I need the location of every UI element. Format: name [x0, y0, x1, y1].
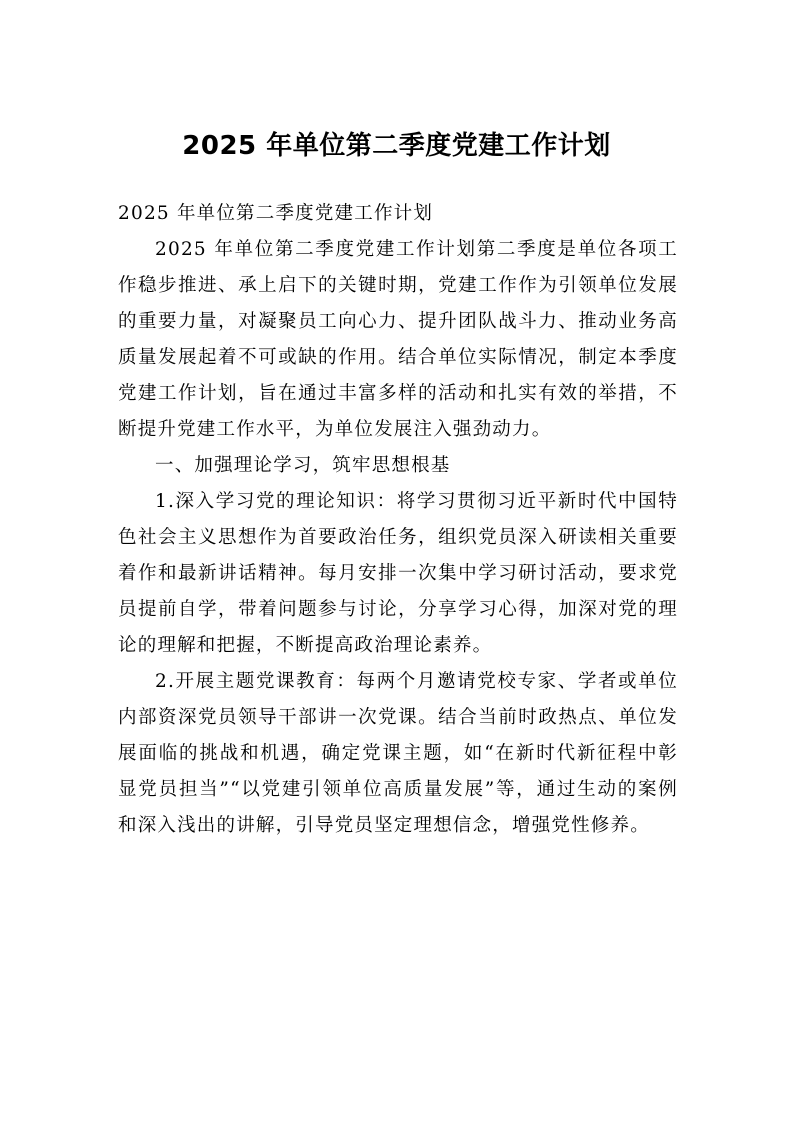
document-body	[118, 196, 678, 844]
paragraph-item-2: 2.开展主题党课教育：每两个月邀请党校专家、学者或单位内部资深党员领导干部讲一次党课。结合当前时政热点、单位发展面临的挑战和机遇，确定党课主题，如“在新时代新征程中彰显党员担当”“以党建引领单位高质量发展”等，通过生动的案例和深入浅出的讲解，引导党员坚定理想信念，增强党性修养。	[118, 671, 678, 836]
document-title: 2025 年单位第二季度党建工作计划	[182, 131, 611, 161]
document-subtitle: 2025 年单位第二季度党建工作计划	[118, 203, 434, 224]
section-heading: 一、加强理论学习，筑牢思想根基	[155, 455, 451, 476]
intro-paragraph: 2025 年单位第二季度党建工作计划第二季度是单位各项工作稳步推进、承上启下的关键时期，党建工作作为引领单位发展的重要力量，对凝聚员工向心力、提升团队战斗力、推动业务高质量发展起着不可或缺的作用。结合单位实际情况，制定本季度党建工作计划，旨在通过丰富多样的活动和扎实有效的举措，不断提升党建工作水平，为单位发展注入强劲动力。	[118, 239, 678, 440]
paragraph-item-1: 1.深入学习党的理论知识：将学习贯彻习近平新时代中国特色社会主义思想作为首要政治任务，组织党员深入研读相关重要着作和最新讲话精神。每月安排一次集中学习研讨活动，要求党员提前自学，带着问题参与讨论，分享学习心得，加深对党的理论的理解和把握，不断提高政治理论素养。	[118, 491, 678, 656]
